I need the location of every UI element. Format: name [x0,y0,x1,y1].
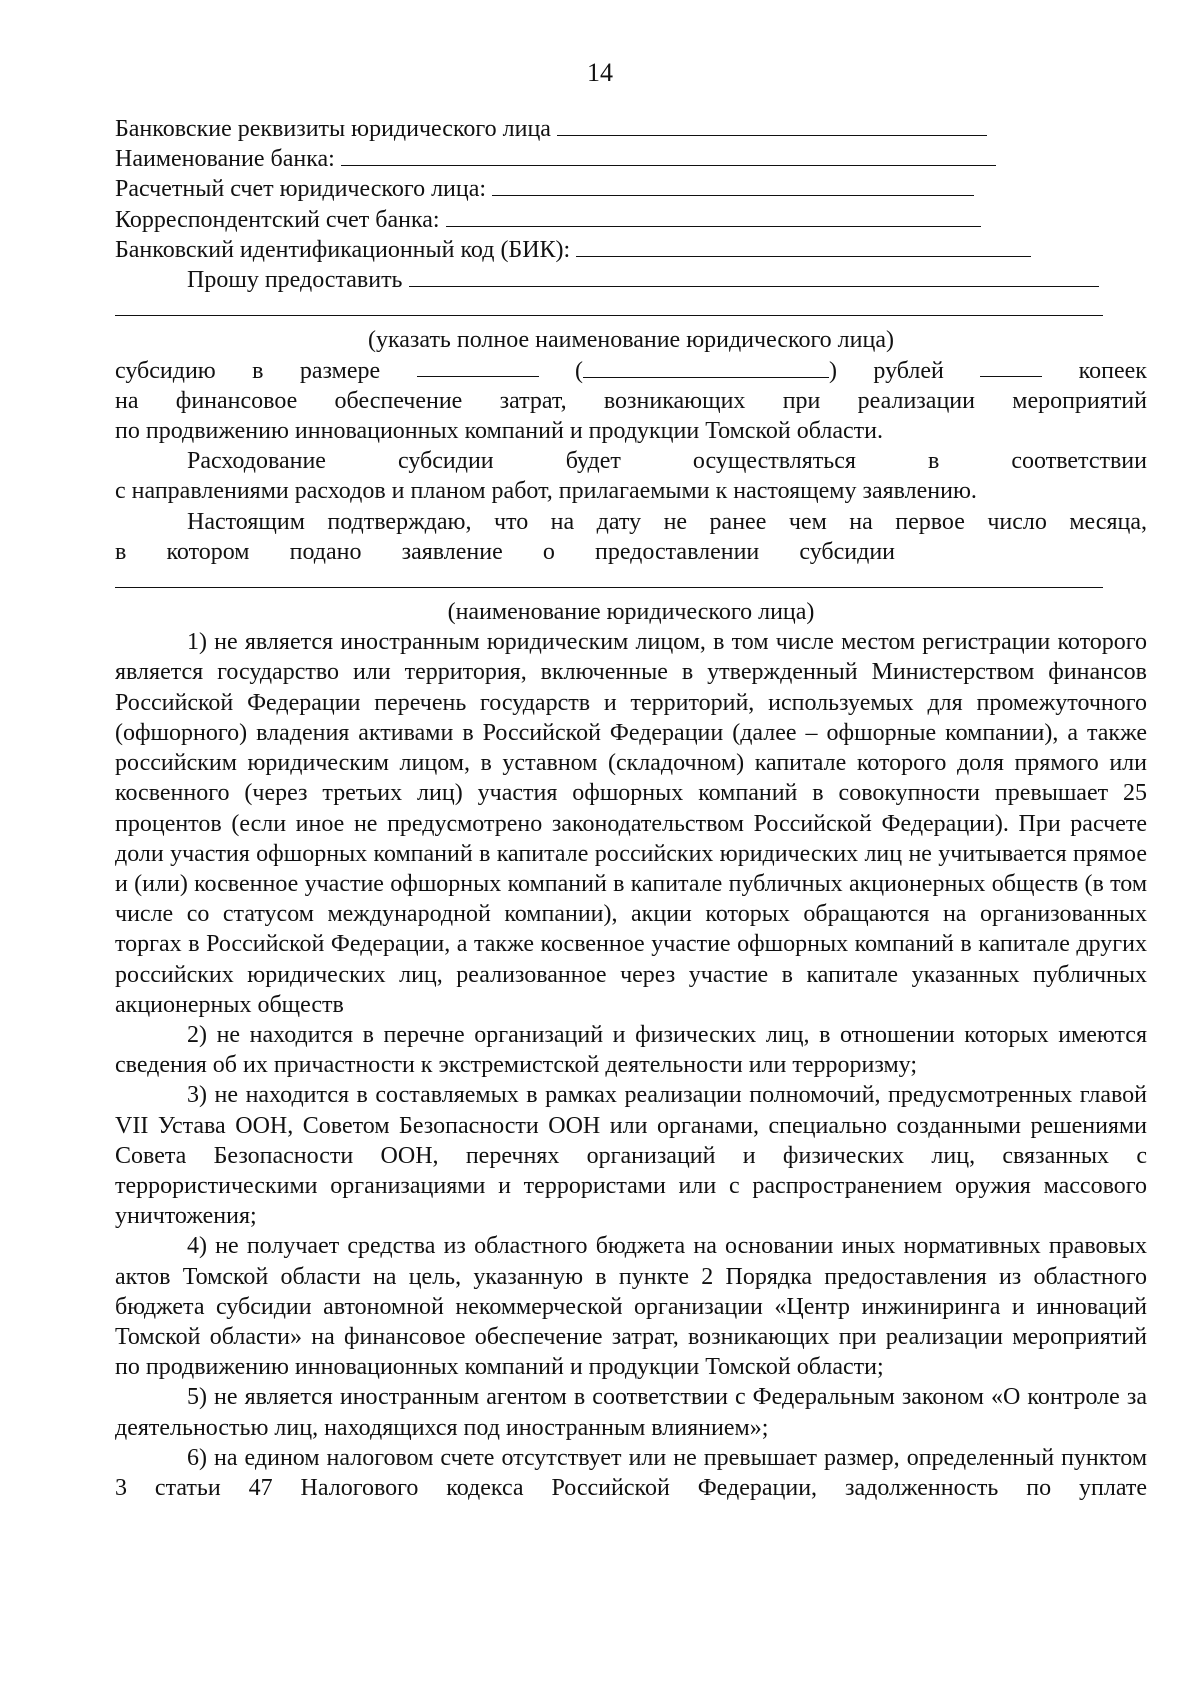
full-name-line-row [115,295,1147,325]
full-name-caption: (указать полное наименование юридического лица) [367,327,894,354]
settlement-account-field [115,174,1147,204]
kopecks-line[interactable] [980,356,1042,377]
item-1: 1) не является иностранным юридическим лицом, в том числе местом регистрации которого является государство или территория, включенные в утвержденный Министерством финансов Российской Федерации перечень государств и территорий, используемых для промежуточного (офшорного) владения активами в Российской Федерации (далее – офшорные компании), а также российским юридическим лицом, в уставном (складочном) капитале которого доля прямого или косвенного (через третьих лиц) участия офшорных компаний в совокупности превышает 25 процентов (если иное не предусмотрено законодательством Российской Федерации). При расчете доли участия офшорных компаний в капитале российских юридических лиц не учитывается прямое и (или) косвенное участие офшорных компаний в капитале публичных акционерных обществ (в том числе со статусом международной компании), акции которых обращаются на организованных торгах в Российской Федерации, а также косвенное участие офшорных компаний в капитале других российских юридических лиц, реализованное через участие в капитале указанных публичных акционерных обществ [115,629,1147,1018]
bik-field [115,235,1147,265]
legal-name-input-line[interactable] [115,567,1103,588]
item-5: 5) не является иностранным агентом в соответствии с Федеральным законом «О контроле за деятельностью лиц, находящихся под иностранным влиянием»; [115,1384,1147,1441]
bank-name-field [115,144,1147,174]
form-content [115,114,1147,1503]
request-field [115,265,1147,295]
input-line[interactable] [446,206,981,227]
purpose-line-2: по продвижению инновационных компаний и продукции Томской области. [115,417,883,444]
input-line[interactable] [409,266,1099,287]
input-line[interactable] [576,236,1031,257]
open-paren: ( [574,357,583,384]
item-3: 3) не находится в составляемых в рамках реализации полномочий, предусмотренных главой VII Устава ООН, Советом Безопасности ООН или органами, специально созданными решениями Совета Безопасности ООН, перечнях организаций и физических лиц, связанных с террористическими организациями и террористами или с распространением оружия массового уничтожения; [115,1082,1147,1230]
purpose-line-1: на финансовое обеспечение затрат, возникающих при реализации мероприятий [115,387,1147,414]
amount-words-line[interactable] [583,357,829,378]
amount-digits-line[interactable] [417,356,539,377]
field-label: Банковский идентификационный код (БИК): [115,236,571,263]
close-paren: ) [828,357,837,384]
confirm-line-2: в котором подано заявление о предоставлении субсидии [115,538,895,565]
field-label: Банковские реквизиты юридического лица [115,116,551,142]
word-kopecks: копеек [1078,357,1147,384]
confirm-line-1: Настоящим подтверждаю, что на дату не ранее чем на первое число месяца, [187,508,1147,535]
word-in: в [252,357,264,384]
input-line[interactable] [492,175,974,196]
subsidy-amount-row [115,356,1147,386]
page-number: 14 [587,58,613,87]
word-subsidy: субсидию [115,357,216,384]
correspondent-account-field [115,205,1147,235]
legal-name-line-row [115,567,1147,597]
field-label: Прошу предоставить [187,266,403,293]
amount-words-group [575,356,837,386]
input-line[interactable] [341,145,996,166]
item-4: 4) не получает средства из областного бюджета на основании иных нормативных правовых актов Томской области на цель, указанную в пункте 2 Порядка предоставления из областного бюджета субсидии автономной некоммерческой организации «Центр инжиниринга и инноваций Томской области» на финансовое обеспечение затрат, возникающих при реализации мероприятий по продвижению инновационных компаний и продукции Томской области; [115,1233,1147,1381]
legal-name-caption: (наименование юридического лица) [447,599,815,626]
item-6: 6) на едином налоговом счете отсутствует или не превышает размер, определенный пунктом 3 статьи 47 Налогового кодекса Российской Федерации, задолженность по уплате [115,1444,1147,1501]
field-label: Расчетный счет юридического лица: [115,176,487,203]
expenditure-line-1: Расходование субсидии будет осуществляться в соответствии [187,448,1147,475]
input-line[interactable] [557,115,987,136]
word-amount: размере [299,357,381,384]
item-2: 2) не находится в перечне организаций и физических лиц, в отношении которых имеются сведения об их причастности к экстремистской деятельности или терроризму; [115,1021,1147,1079]
bank-details-field [115,114,1147,144]
full-name-input-line[interactable] [115,295,1103,316]
word-rubles: рублей [873,357,944,384]
field-label: Наименование банка: [115,146,335,173]
expenditure-line-2: с направлениями расходов и планом работ, прилагаемыми к настоящему заявлению. [115,478,977,505]
field-label: Корреспондентский счет банка: [115,206,440,233]
